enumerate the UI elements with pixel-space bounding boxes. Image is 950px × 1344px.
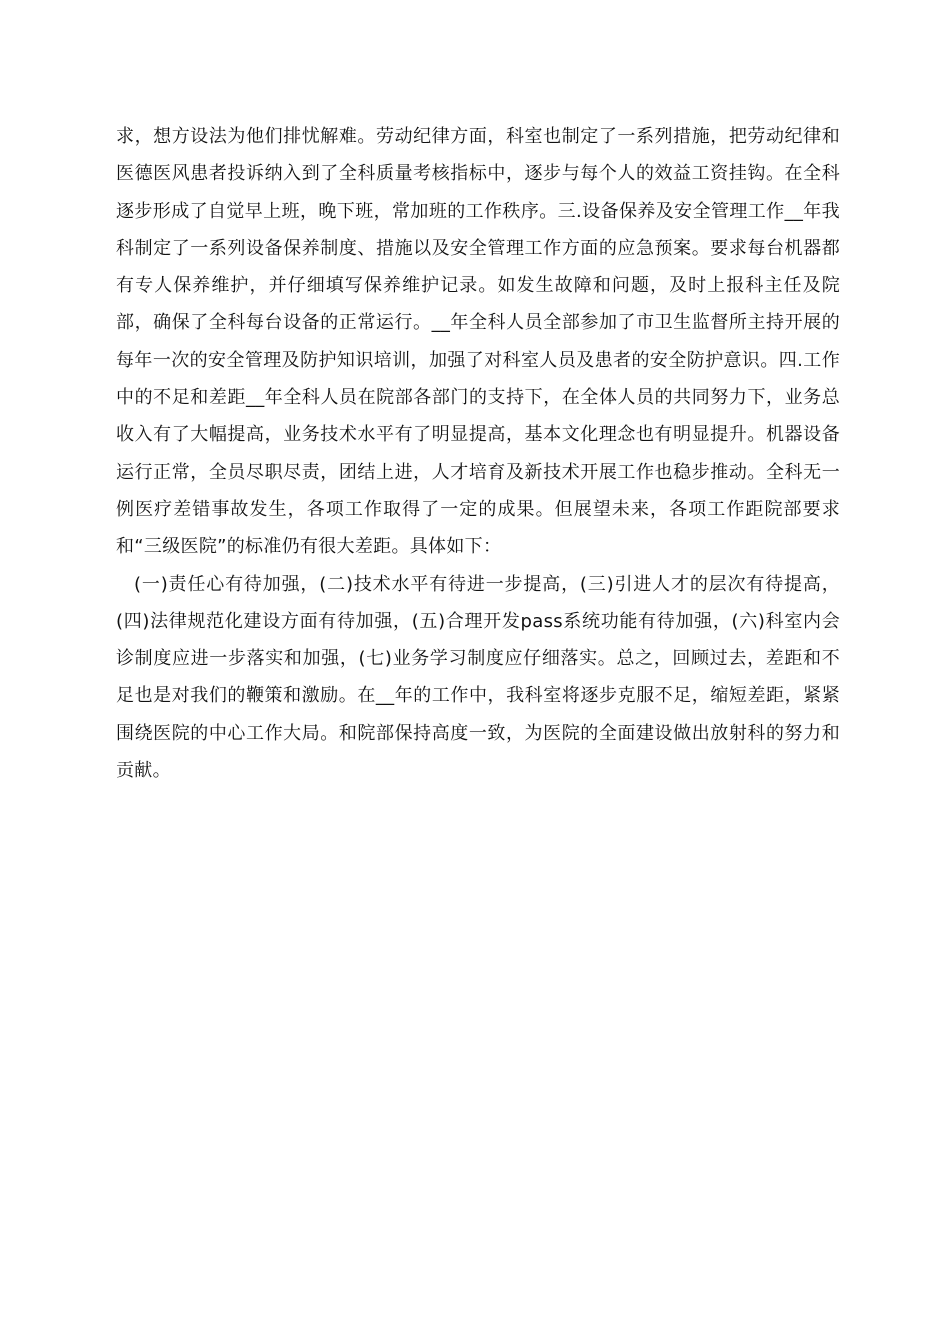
document-body xyxy=(116,118,840,789)
body-paragraph: 求，想方设法为他们排忧解难。劳动纪律方面，科室也制定了一系列措施，把劳动纪律和医德医风患者投诉纳入到了全科质量考核指标中，逐步与每个人的效益工资挂钩。在全科逐步形成了自觉早上班，晚下班，常加班的工作秩序。三.设备保养及安全管理工作__年我科制定了一系列设备保养制度、措施以及安全管理工作方面的应急预案。要求每台机器都有专人保养维护，并仔细填写保养维护记录。如发生故障和问题，及时上报科主任及院部，确保了全科每台设备的正常运行。__年全科人员全部参加了市卫生监督所主持开展的每年一次的安全管理及防护知识培训，加强了对科室人员及患者的安全防护意识。四.工作中的不足和差距__年全科人员在院部各部门的支持下，在全体人员的共同努力下，业务总收入有了大幅提高，业务技术水平有了明显提高，基本文化理念也有明显提升。机器设备运行正常，全员尽职尽责，团结上进，人才培育及新技术开展工作也稳步推动。全科无一例医疗差错事故发生，各项工作取得了一定的成果。但展望未来，各项工作距院部要求和“三级医院”的标准仍有很大差距。具体如下： xyxy=(116,126,840,558)
body-paragraph: (一)责任心有待加强，(二)技术水平有待进一步提高，(三)引进人才的层次有待提高，(四)法律规范化建设方面有待加强，(五)合理开发pass系统功能有待加强，(六)科室内会诊制度应进一步落实和加强，(七)业务学习制度应仔细落实。总之，回顾过去，差距和不足也是对我们的鞭策和激励。在__年的工作中，我科室将逐步克服不足，缩短差距，紧紧围绕医院的中心工作大局。和院部保持高度一致，为医院的全面建设做出放射科的努力和贡献。 xyxy=(116,573,840,782)
